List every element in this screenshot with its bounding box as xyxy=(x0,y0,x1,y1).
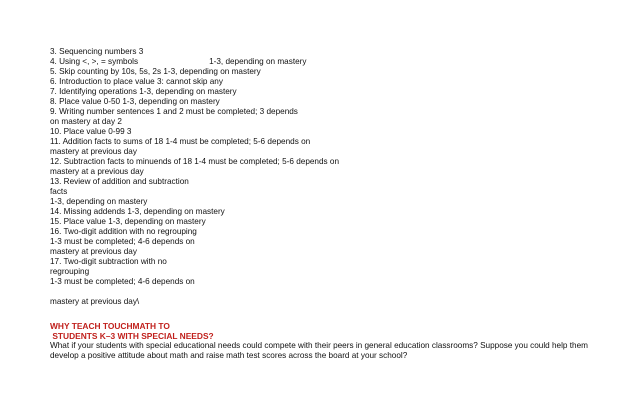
list-line: 1-3, depending on mastery xyxy=(50,197,148,206)
list-line: 11. Addition facts to sums of 18 1-4 must be completed; 5-6 depends on xyxy=(50,137,311,146)
list-line: 17. Two-digit subtraction with no xyxy=(50,257,167,266)
list-line: mastery at a previous day xyxy=(50,167,144,176)
list-line: mastery at previous day xyxy=(50,247,137,256)
list-line: 13. Review of addition and subtraction xyxy=(50,177,189,186)
list-line: 1-3 must be completed; 4-6 depends on xyxy=(50,277,195,286)
list-line xyxy=(50,57,610,67)
paragraph-line: What if your students with special educational needs could compete with their peers in general education classrooms? Suppose you could help them xyxy=(50,341,588,350)
paragraph-line: develop a positive attitude about math and raise math test scores across the board at your school? xyxy=(50,351,408,360)
list-line: regrouping xyxy=(50,267,90,276)
heading-line: STUDENTS K–3 WITH SPECIAL NEEDS? xyxy=(50,331,214,341)
list-line: on mastery at day 2 xyxy=(50,117,122,126)
list-line: 14. Missing addends 1-3, depending on mastery xyxy=(50,207,225,216)
list-line: 5. Skip counting by 10s, 5s, 2s 1-3, depending on mastery xyxy=(50,67,261,76)
list-line: 12. Subtraction facts to minuends of 18 1-4 must be completed; 5-6 depends on xyxy=(50,157,340,166)
list-line: 7. Identifying operations 1-3, depending on mastery xyxy=(50,87,237,96)
list-line: 3. Sequencing numbers 3 xyxy=(50,47,144,56)
list-blank-line xyxy=(50,287,610,297)
heading-line: WHY TEACH TOUCHMATH TO xyxy=(50,321,170,331)
list-line: 9. Writing number sentences 1 and 2 must be completed; 3 depends xyxy=(50,107,298,116)
list-line: 10. Place value 0-99 3 xyxy=(50,127,132,136)
list-line-suffix: 1-3, depending on mastery xyxy=(209,57,307,66)
list-line: facts xyxy=(50,187,68,196)
list-line: 6. Introduction to place value 3: cannot skip any xyxy=(50,77,223,86)
section-heading xyxy=(50,321,214,341)
list-line: 8. Place value 0-50 1-3, depending on mastery xyxy=(50,97,220,106)
body-paragraph xyxy=(50,341,610,361)
list-line-text: 4. Using <, >, = symbols xyxy=(50,57,139,66)
list-line: mastery at previous day xyxy=(50,147,137,156)
list-line: 1-3 must be completed; 4-6 depends on xyxy=(50,237,195,246)
list-line: mastery at previous day\ xyxy=(50,297,140,306)
list-line: 16. Two-digit addition with no regrouping xyxy=(50,227,197,236)
curriculum-list xyxy=(50,47,610,307)
list-line: 15. Place value 1-3, depending on mastery xyxy=(50,217,206,226)
